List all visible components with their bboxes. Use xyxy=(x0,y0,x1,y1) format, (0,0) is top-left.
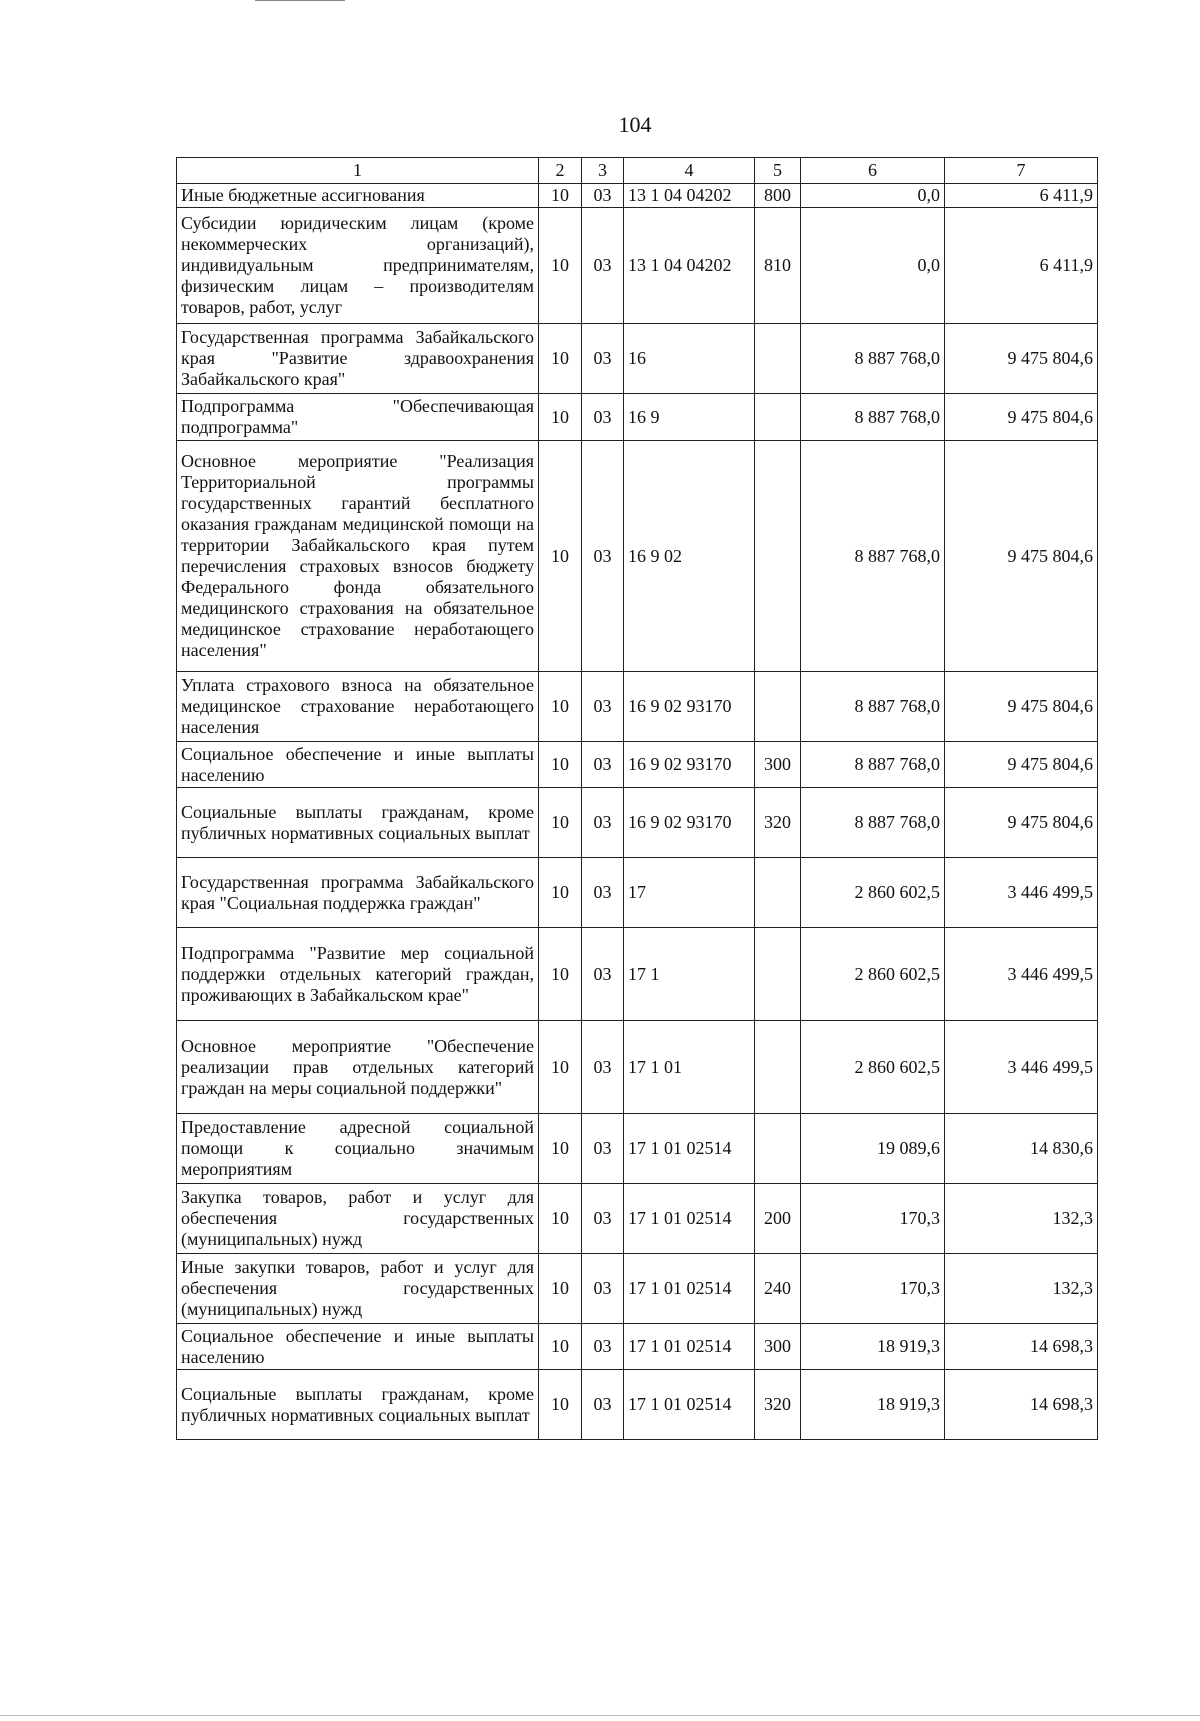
row-section: 10 xyxy=(539,1254,582,1324)
row-section: 10 xyxy=(539,208,582,324)
row-amount-year2: 9 475 804,6 xyxy=(945,742,1098,788)
row-amount-year1: 8 887 768,0 xyxy=(801,394,945,441)
row-section: 10 xyxy=(539,1114,582,1184)
table-row xyxy=(177,394,1098,441)
row-subsection: 03 xyxy=(582,742,624,788)
row-name: Субсидии юридическим лицам (кроме некоммерческих организаций), индивидуальным предпринимателям, физическим лицам – производителям товаров, работ, услуг xyxy=(177,208,539,324)
row-expense-type xyxy=(755,928,801,1021)
scan-edge-mark xyxy=(0,1715,1200,1716)
col-header-section: 2 xyxy=(539,158,582,184)
row-amount-year2: 6 411,9 xyxy=(945,184,1098,208)
col-header-name: 1 xyxy=(177,158,539,184)
table-row xyxy=(177,858,1098,928)
table-row xyxy=(177,1184,1098,1254)
row-section: 10 xyxy=(539,1021,582,1114)
row-section: 10 xyxy=(539,394,582,441)
table-row xyxy=(177,742,1098,788)
row-name: Социальное обеспечение и иные выплаты населению xyxy=(177,1324,539,1370)
row-section: 10 xyxy=(539,672,582,742)
col-header-target-article: 4 xyxy=(624,158,755,184)
table-row xyxy=(177,1324,1098,1370)
row-expense-type: 810 xyxy=(755,208,801,324)
table-row xyxy=(177,1114,1098,1184)
row-expense-type: 200 xyxy=(755,1184,801,1254)
row-amount-year1: 0,0 xyxy=(801,184,945,208)
table-row xyxy=(177,672,1098,742)
row-name: Основное мероприятие "Реализация Территориальной программы государственных гарантий бесплатного оказания гражданам медицинской помощи на территории Забайкальского края путем перечисления страховых взносов бюджету Федерального фонда обязательного медицинского страхования на обязательное медицинское страхование неработающего населения" xyxy=(177,441,539,672)
row-subsection: 03 xyxy=(582,1114,624,1184)
row-amount-year2: 14 830,6 xyxy=(945,1114,1098,1184)
col-header-expense-type: 5 xyxy=(755,158,801,184)
row-section: 10 xyxy=(539,788,582,858)
row-name: Уплата страхового взноса на обязательное медицинское страхование неработающего населения xyxy=(177,672,539,742)
row-name: Подпрограмма "Обеспечивающая подпрограмма" xyxy=(177,394,539,441)
row-amount-year1: 2 860 602,5 xyxy=(801,858,945,928)
row-expense-type: 320 xyxy=(755,1370,801,1440)
row-amount-year2: 132,3 xyxy=(945,1184,1098,1254)
row-target-article: 16 9 02 93170 xyxy=(624,742,755,788)
row-target-article: 17 1 01 02514 xyxy=(624,1324,755,1370)
row-amount-year1: 18 919,3 xyxy=(801,1324,945,1370)
row-section: 10 xyxy=(539,184,582,208)
row-amount-year1: 2 860 602,5 xyxy=(801,928,945,1021)
row-target-article: 16 9 02 xyxy=(624,441,755,672)
table-row xyxy=(177,441,1098,672)
row-expense-type: 300 xyxy=(755,742,801,788)
row-target-article: 17 1 01 02514 xyxy=(624,1114,755,1184)
row-target-article: 16 9 02 93170 xyxy=(624,788,755,858)
row-target-article: 16 9 02 93170 xyxy=(624,672,755,742)
row-target-article: 17 1 01 02514 xyxy=(624,1184,755,1254)
row-amount-year2: 9 475 804,6 xyxy=(945,441,1098,672)
row-expense-type: 240 xyxy=(755,1254,801,1324)
row-name: Государственная программа Забайкальского края "Развитие здравоохранения Забайкальского края" xyxy=(177,324,539,394)
row-expense-type: 300 xyxy=(755,1324,801,1370)
row-expense-type: 320 xyxy=(755,788,801,858)
col-header-subsection: 3 xyxy=(582,158,624,184)
table-row xyxy=(177,184,1098,208)
row-expense-type xyxy=(755,394,801,441)
page-number: 104 xyxy=(618,112,652,137)
col-header-amount-year2: 7 xyxy=(945,158,1098,184)
row-name: Предоставление адресной социальной помощи к социально значимым мероприятиям xyxy=(177,1114,539,1184)
row-target-article: 17 1 01 02514 xyxy=(624,1254,755,1324)
row-amount-year2: 14 698,3 xyxy=(945,1324,1098,1370)
row-section: 10 xyxy=(539,1324,582,1370)
row-name: Государственная программа Забайкальского края "Социальная поддержка граждан" xyxy=(177,858,539,928)
row-expense-type xyxy=(755,1021,801,1114)
row-target-article: 13 1 04 04202 xyxy=(624,184,755,208)
row-name: Социальное обеспечение и иные выплаты населению xyxy=(177,742,539,788)
row-amount-year1: 170,3 xyxy=(801,1184,945,1254)
row-amount-year2: 9 475 804,6 xyxy=(945,672,1098,742)
row-amount-year2: 3 446 499,5 xyxy=(945,1021,1098,1114)
row-subsection: 03 xyxy=(582,441,624,672)
row-name: Иные закупки товаров, работ и услуг для обеспечения государственных (муниципальных) нужд xyxy=(177,1254,539,1324)
row-section: 10 xyxy=(539,928,582,1021)
table-row xyxy=(177,208,1098,324)
row-name: Основное мероприятие "Обеспечение реализации прав отдельных категорий граждан на меры социальной поддержки" xyxy=(177,1021,539,1114)
row-subsection: 03 xyxy=(582,184,624,208)
row-section: 10 xyxy=(539,441,582,672)
row-subsection: 03 xyxy=(582,1324,624,1370)
row-subsection: 03 xyxy=(582,1021,624,1114)
row-section: 10 xyxy=(539,324,582,394)
row-name: Закупка товаров, работ и услуг для обеспечения государственных (муниципальных) нужд xyxy=(177,1184,539,1254)
table-row xyxy=(177,324,1098,394)
row-subsection: 03 xyxy=(582,1370,624,1440)
row-subsection: 03 xyxy=(582,788,624,858)
row-name: Социальные выплаты гражданам, кроме публичных нормативных социальных выплат xyxy=(177,1370,539,1440)
row-subsection: 03 xyxy=(582,324,624,394)
row-target-article: 17 1 01 02514 xyxy=(624,1370,755,1440)
row-subsection: 03 xyxy=(582,1184,624,1254)
row-amount-year1: 170,3 xyxy=(801,1254,945,1324)
row-section: 10 xyxy=(539,1184,582,1254)
row-target-article: 17 1 01 xyxy=(624,1021,755,1114)
row-amount-year1: 2 860 602,5 xyxy=(801,1021,945,1114)
row-amount-year2: 132,3 xyxy=(945,1254,1098,1324)
row-amount-year2: 3 446 499,5 xyxy=(945,858,1098,928)
table-header-row xyxy=(177,158,1098,184)
row-expense-type xyxy=(755,858,801,928)
row-amount-year1: 18 919,3 xyxy=(801,1370,945,1440)
row-amount-year2: 9 475 804,6 xyxy=(945,324,1098,394)
row-expense-type xyxy=(755,324,801,394)
row-subsection: 03 xyxy=(582,1254,624,1324)
row-target-article: 13 1 04 04202 xyxy=(624,208,755,324)
table-row xyxy=(177,1254,1098,1324)
row-expense-type: 800 xyxy=(755,184,801,208)
row-amount-year1: 8 887 768,0 xyxy=(801,788,945,858)
row-amount-year1: 8 887 768,0 xyxy=(801,441,945,672)
scan-edge-mark xyxy=(255,0,345,1)
row-name: Подпрограмма "Развитие мер социальной поддержки отдельных категорий граждан, проживающих в Забайкальском крае" xyxy=(177,928,539,1021)
col-header-amount-year1: 6 xyxy=(801,158,945,184)
row-subsection: 03 xyxy=(582,208,624,324)
table-row xyxy=(177,1021,1098,1114)
row-section: 10 xyxy=(539,1370,582,1440)
row-section: 10 xyxy=(539,858,582,928)
row-target-article: 16 9 xyxy=(624,394,755,441)
row-amount-year1: 8 887 768,0 xyxy=(801,324,945,394)
row-amount-year2: 14 698,3 xyxy=(945,1370,1098,1440)
row-section: 10 xyxy=(539,742,582,788)
budget-table xyxy=(176,157,1098,1440)
table-row xyxy=(177,1370,1098,1440)
row-subsection: 03 xyxy=(582,928,624,1021)
row-name: Иные бюджетные ассигнования xyxy=(177,184,539,208)
row-target-article: 17 xyxy=(624,858,755,928)
table-row xyxy=(177,788,1098,858)
row-amount-year2: 3 446 499,5 xyxy=(945,928,1098,1021)
row-subsection: 03 xyxy=(582,858,624,928)
row-subsection: 03 xyxy=(582,394,624,441)
row-target-article: 17 1 xyxy=(624,928,755,1021)
row-subsection: 03 xyxy=(582,672,624,742)
row-amount-year2: 6 411,9 xyxy=(945,208,1098,324)
row-expense-type xyxy=(755,441,801,672)
row-target-article: 16 xyxy=(624,324,755,394)
row-amount-year1: 19 089,6 xyxy=(801,1114,945,1184)
row-amount-year2: 9 475 804,6 xyxy=(945,394,1098,441)
row-expense-type xyxy=(755,1114,801,1184)
row-name: Социальные выплаты гражданам, кроме публичных нормативных социальных выплат xyxy=(177,788,539,858)
row-amount-year1: 0,0 xyxy=(801,208,945,324)
row-amount-year1: 8 887 768,0 xyxy=(801,672,945,742)
table-row xyxy=(177,928,1098,1021)
row-expense-type xyxy=(755,672,801,742)
row-amount-year1: 8 887 768,0 xyxy=(801,742,945,788)
row-amount-year2: 9 475 804,6 xyxy=(945,788,1098,858)
